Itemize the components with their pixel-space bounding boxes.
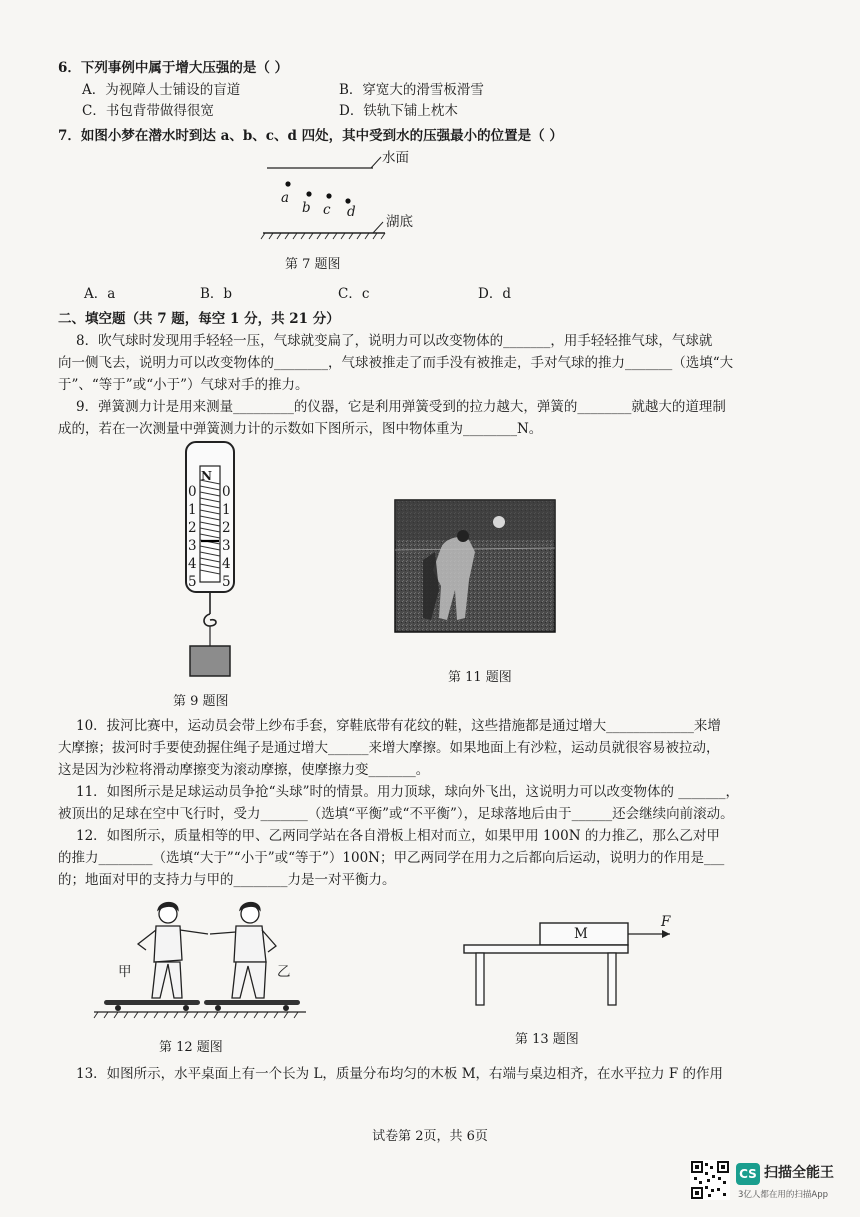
point-b-label: b [302,200,311,216]
hook [204,614,216,626]
point-a-marker [285,181,290,186]
water-surface-leader [371,157,381,168]
fig7-caption: 第 7 题图 [285,257,341,272]
q10-line-3: 这是因为沙粒将滑动摩擦变为滚动摩擦，使摩擦力变_______。 [58,762,430,778]
table-leg-right [608,953,616,1005]
scale-left-tick-1: 1 [188,502,197,518]
camscanner-tagline: 3亿人都在用的扫描App [738,1190,829,1200]
force-f-label: F [661,914,671,930]
scale-right-tick-3: 3 [222,538,231,554]
q11-line-1: 11．如图所示是足球运动员争抢“头球”时的情景。用力顶球，球向外飞出，这说明力可以改变物体的 _______， [76,784,740,800]
q6-option-a: A．为视障人士铺设的盲道 [82,82,241,98]
q12-line-3: 的；地面对甲的支持力与甲的________力是一对平衡力。 [58,872,396,888]
scale-right-tick-4: 4 [222,556,231,572]
q7-stem: 7．如图小梦在潜水时到达 a、b、c、d 四处，其中受到水的压强最小的位置是（ ） [58,128,563,144]
q9-line-2: 成的，若在一次测量中弹簧测力计的示数如下图所示，图中物体重为________N。 [58,421,543,437]
point-c-label: c [323,202,331,218]
q8-line-3: 于”、“等于”或“小于”）气球对手的推力。 [58,377,309,393]
q7-option-a: A．a [84,286,116,302]
q6-option-b: B．穿宽大的滑雪板滑雪 [339,82,484,98]
q10-line-1: 10．拔河比赛中，运动员会带上纱布手套，穿鞋底带有花纹的鞋，这些措施都是通过增大_____________来增 [76,718,721,734]
q7-option-d: D．d [478,286,511,302]
scale-left-tick-0: 0 [188,484,197,500]
q7-option-c: C．c [338,286,370,302]
skateboard-right [204,1000,300,1005]
q6-stem: 6．下列事例中属于增大压强的是（ ） [58,60,289,76]
q11-line-2: 被顶出的足球在空中飞行时，受力_______（选填“平衡”或“不平衡”），足球落地后由于______还会继续向前滚动。 [58,806,734,822]
q6-option-c: C．书包背带做得很宽 [82,103,214,119]
point-d-label: d [347,204,356,220]
ground-hatching [94,1012,298,1018]
q10-line-2: 大摩擦；拔河时手要使劲握住绳子是通过增大______来增大摩擦。如果地面上有沙粒，运动员就很容易被拉动， [58,740,720,756]
photo-football [493,516,505,528]
point-b-marker [306,191,311,196]
q7-option-b: B．b [200,286,233,302]
scale-left-tick-4: 4 [188,556,197,572]
section-2-heading: 二、填空题（共 7 题，每空 1 分，共 21 分） [58,311,340,327]
fig9-caption: 第 9 题图 [173,694,229,709]
scale-right-tick-1: 1 [222,502,231,518]
label-yi: 乙 [277,964,291,980]
scale-right-tick-2: 2 [222,520,231,536]
fig13-caption: 第 13 题图 [515,1032,579,1047]
camscanner-logo-icon: CS [736,1163,760,1185]
q6-option-d: D．铁轨下铺上枕木 [339,103,458,119]
scale-left-tick-2: 2 [188,520,197,536]
student-jia [138,903,208,999]
fig11-photo [395,500,555,632]
q8-line-1: 8．吹气球时发现用手轻轻一压，气球就变扁了，说明力可以改变物体的_______，用手轻轻推气球，气球就 [76,333,713,349]
scale-right-tick-0: 0 [222,484,231,500]
photo-player-head [457,530,469,542]
scale-right-tick-5: 5 [222,574,231,590]
q12-line-1: 12．如图所示，质量相等的甲、乙两同学站在各自滑板上相对而立，如果甲用 100N 的力推乙，那么乙对甲 [76,828,720,844]
fig13-table-figure [462,915,682,1010]
lake-bottom-hatching [261,233,385,239]
water-surface-label: 水面 [382,150,409,166]
label-jia: 甲 [118,964,132,980]
q12-line-2: 的推力________（选填“大于”“小于”或“等于”）100N；甲乙两同学在用力之后都向后运动，说明力的作用是___ [58,850,725,866]
scale-unit-label: N [201,469,212,483]
lake-bottom-label: 湖底 [386,214,413,230]
fig12-caption: 第 12 题图 [159,1040,223,1055]
scale-left-tick-3: 3 [188,538,197,554]
point-c-marker [326,193,331,198]
q9-line-1: 9．弹簧测力计是用来测量_________的仪器，它是利用弹簧受到的拉力越大，弹簧的________就越大的道理制 [76,399,726,415]
q13-line-1: 13．如图所示，水平桌面上有一个长为 L，质量分布均匀的木板 M，右端与桌边相齐，在水平拉力 F 的作用 [76,1066,723,1082]
qr-code-icon [690,1160,730,1200]
table-leg-left [476,953,484,1005]
q8-line-2: 向一侧飞去，说明力可以改变物体的________，气球被推走了而手没有被推走，手对气球的推力_______（选填“大 [58,355,734,371]
point-a-label: a [281,190,290,206]
scale-left-tick-5: 5 [188,574,197,590]
fig11-caption: 第 11 题图 [448,670,512,685]
table-top [464,945,628,953]
camscanner-name: 扫描全能王 [764,1165,834,1181]
photo-sky [395,500,555,540]
weight-block [190,646,230,676]
page-footer: 试卷第 2页，共 6页 [372,1129,488,1144]
board-m-label: M [574,926,588,942]
lake-bottom-leader [373,222,383,233]
student-yi [210,903,276,999]
skateboard-left [104,1000,200,1005]
